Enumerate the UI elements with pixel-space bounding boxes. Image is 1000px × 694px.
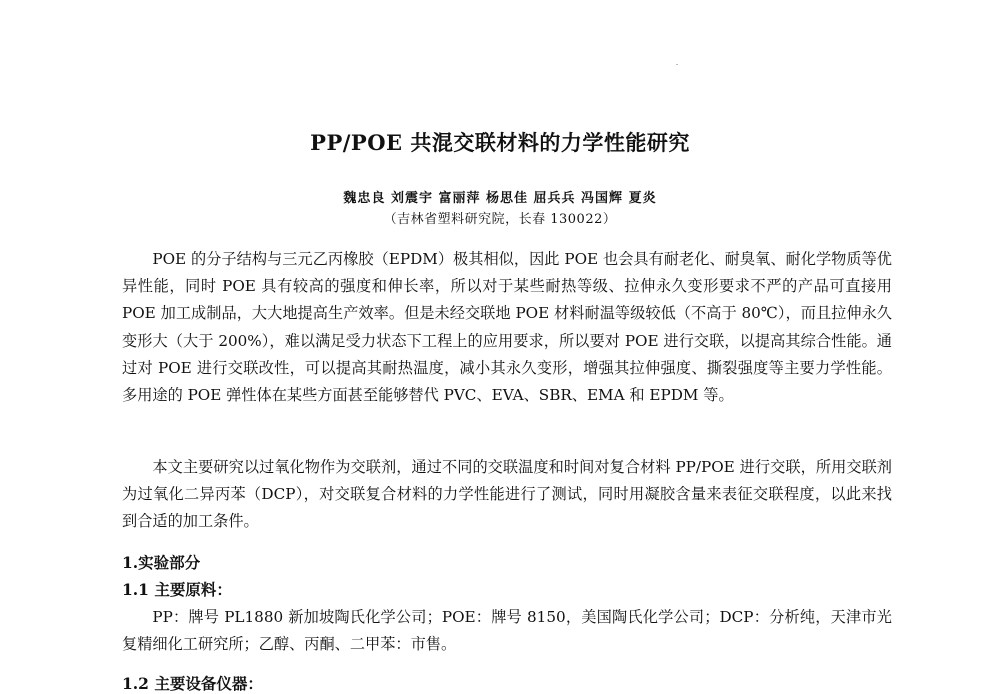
materials-paragraph: PP：牌号 PL1880 新加坡陶氏化学公司；POE：牌号 8150，美国陶氏化学公司；DCP：分析纯，天津市光复精细化工研究所；乙醇、丙酮、二甲苯：市售。 — [122, 608, 892, 654]
scan-speck — [676, 64, 678, 65]
paper-title: PP/POE 共混交联材料的力学性能研究 — [310, 130, 690, 155]
section-heading-experimental: 1.实验部分 — [122, 553, 201, 572]
subsection-heading-materials: 1.1 主要原料： — [122, 580, 232, 599]
subsection-heading-equipment: 1.2 主要设备仪器： — [122, 674, 263, 693]
intro-paragraph-2: 本文主要研究以过氧化物作为交联剂，通过不同的交联温度和时间对复合材料 PP/POE 进行交联，所用交联剂为过氧化二异丙苯（DCP），对交联复合材料的力学性能进行了测试，同时用凝胶含量来表征交联程度，以此来找到合适的加工条件。 — [122, 458, 892, 531]
author-affiliation: （吉林省塑料研究院，长春 130022） — [383, 212, 617, 227]
author-list: 魏忠良 刘震宇 富丽萍 杨思佳 屈兵兵 冯国辉 夏炎 — [343, 191, 657, 206]
intro-paragraph-1: POE 的分子结构与三元乙丙橡胶（EPDM）极其相似，因此 POE 也会具有耐老化、耐臭氧、耐化学物质等优异性能，同时 POE 具有较高的强度和伸长率，所以对于某些耐热等级、拉伸永久变形要求不严的产品可直接用 POE 加工成制品，大大地提高生产效率。但是未经交联地 POE 材料耐温等级较低（不高于 80℃），而且拉伸永久变形大（大于 200%），难以满足受力状态下工程上的应用要求，所以要对 POE 进行交联，以提高其综合性能。通过对 POE 进行交联改性，可以提高其耐热温度，减小其永久变形，增强其拉伸强度、撕裂强度等主要力学性能。多用途的 POE 弹性体在某些方面甚至能够替代 PVC、EVA、SBR、EMA 和 EPDM 等。 — [122, 250, 892, 405]
